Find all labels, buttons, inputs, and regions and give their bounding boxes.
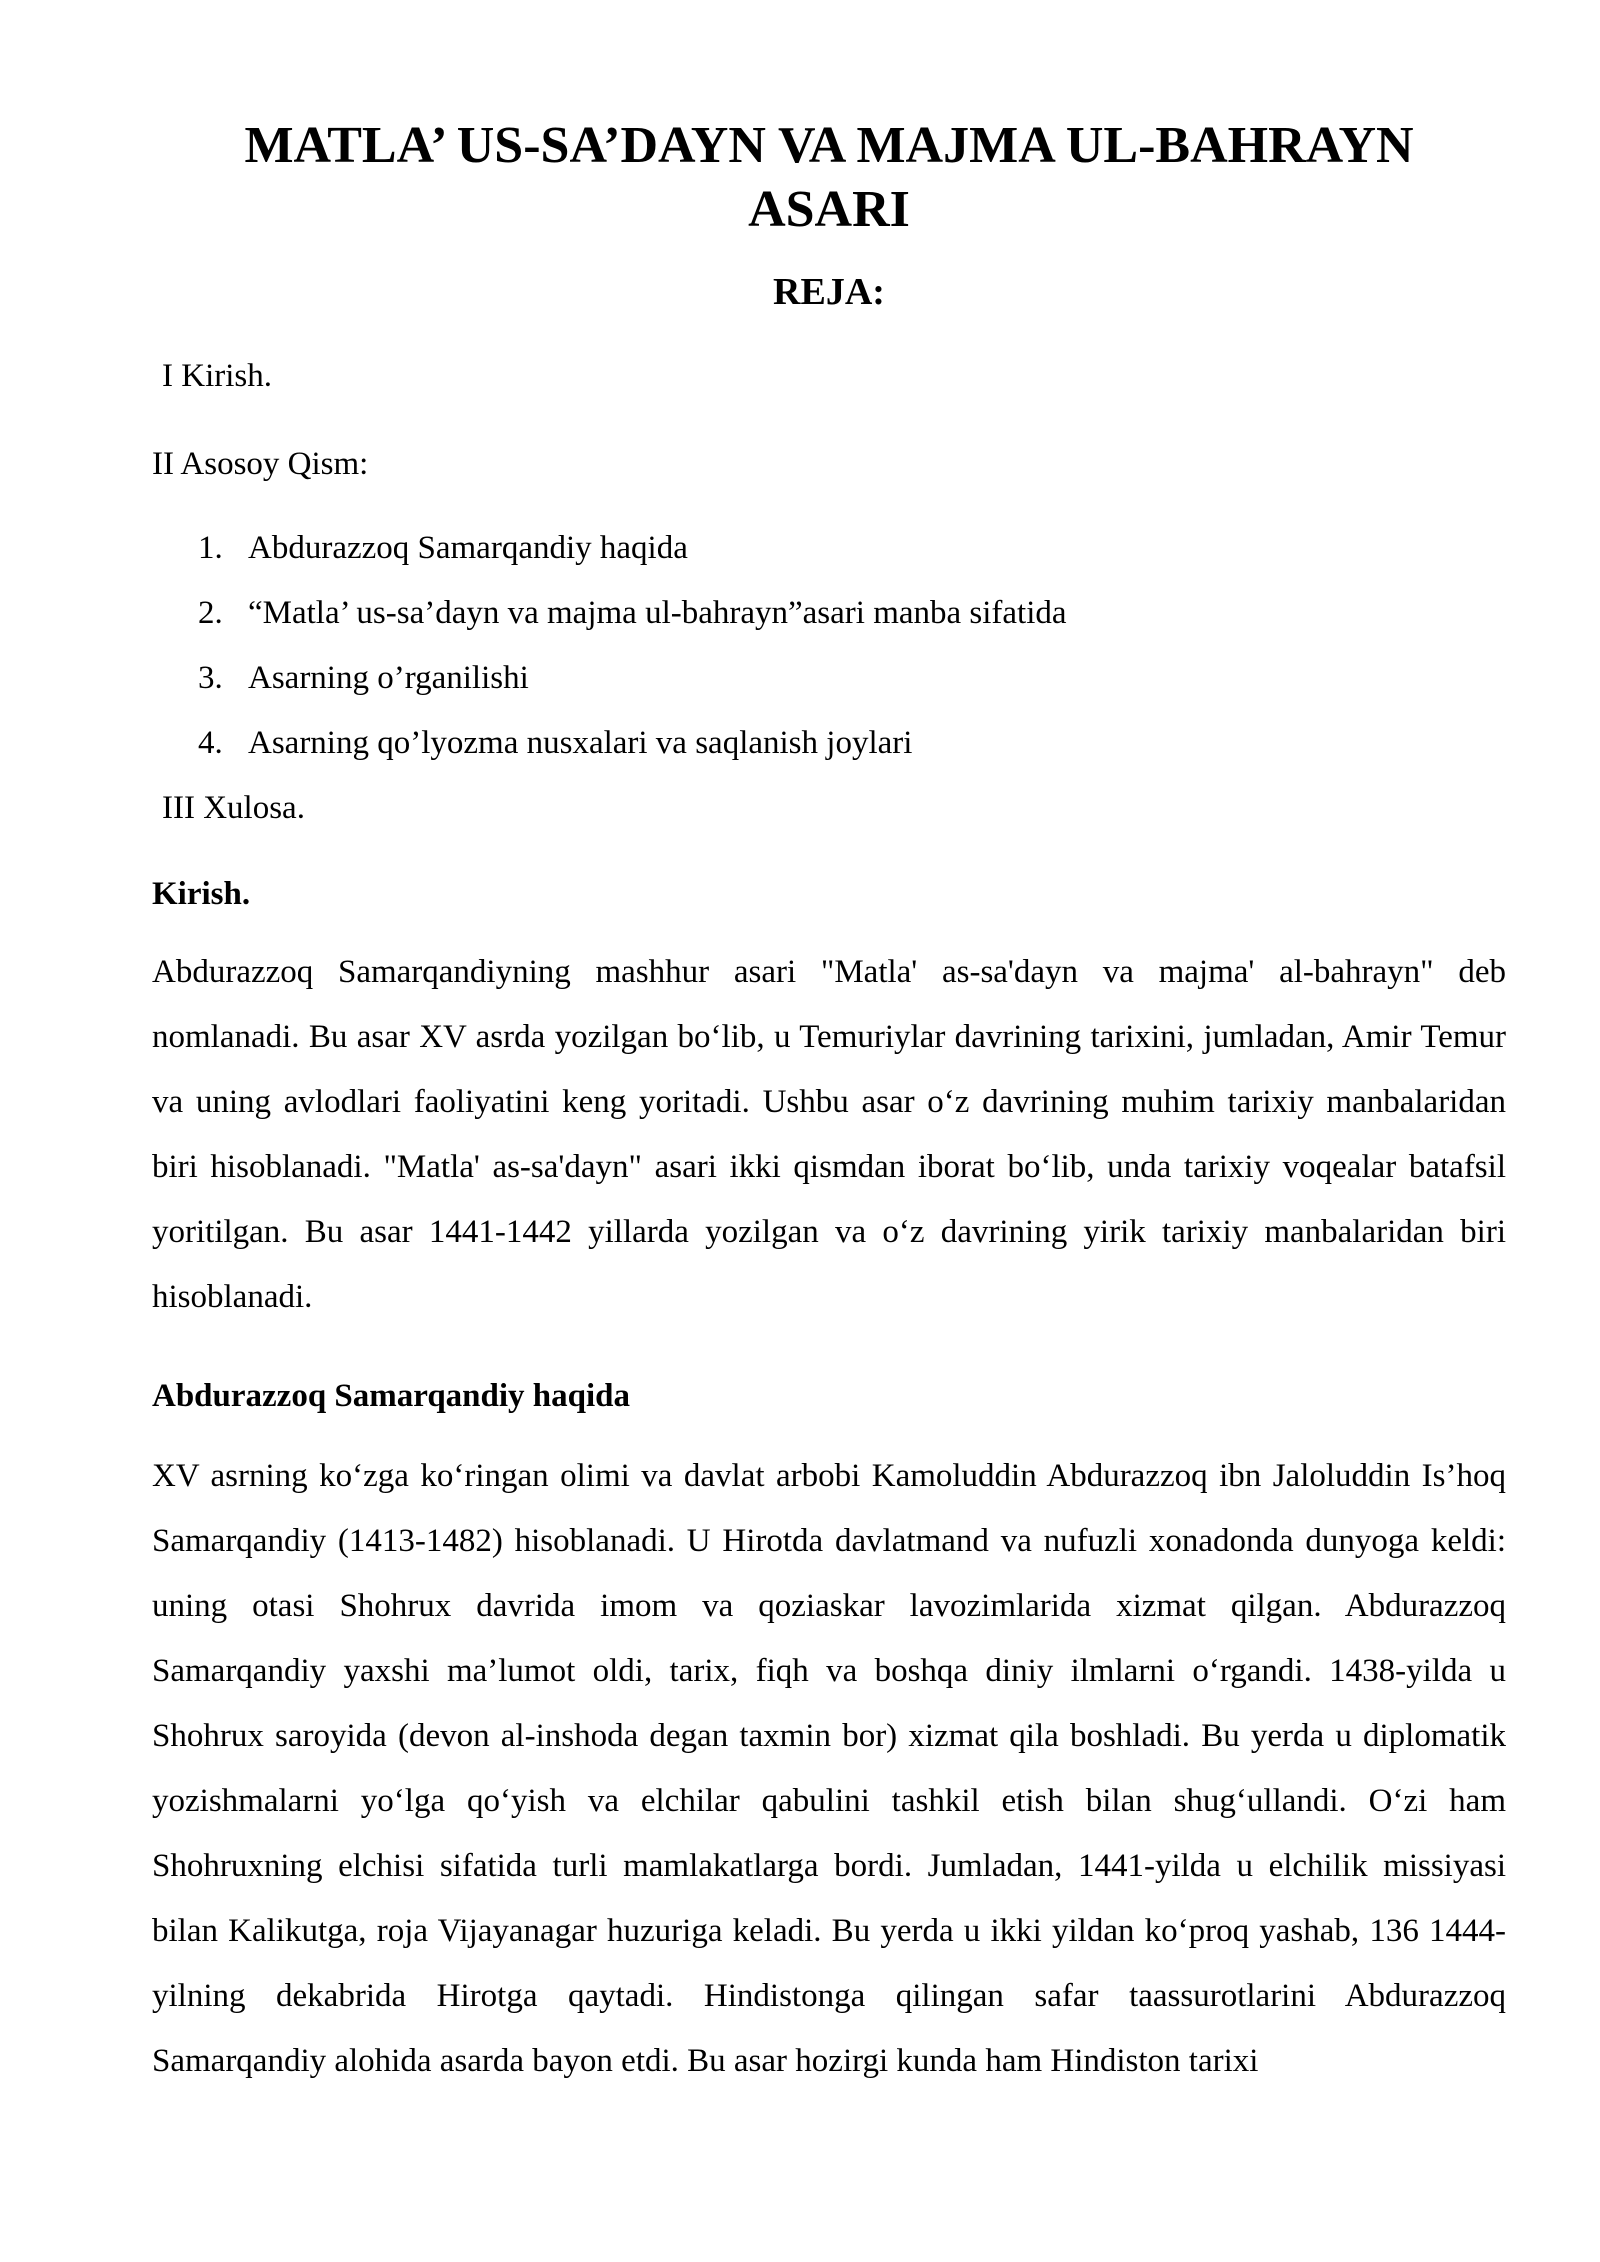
section-paragraph-kirish: Abdurazzoq Samarqandiyning mashhur asari "Matla' as-sa'dayn va majma' al-bahrayn" deb nomlanadi. Bu asar XV asrda yozilgan boʻlib, u Temuriylar davrining tarixini, jumladan, Amir Temur va uning avlodlari faoliyatini keng yoritadi. Ushbu asar oʻz davrining muhim tarixiy manbalaridan biri hisoblanadi. "Matla' as-sa'dayn" asari ikki qismdan iborat boʻlib, unda tarixiy voqealar batafsil yoritilgan. Bu asar 1441-1442 yillarda yozilgan va oʻz davrining yirik tarixiy manbalaridan biri hisoblanadi. xyxy=(152,954,1506,1315)
plan-item-text: Asarning qo’lyozma nusxalari va saqlanish joylari xyxy=(248,725,913,761)
plan-item-text: Asarning o’rganilishi xyxy=(248,660,529,696)
plan-item-text: Abdurazzoq Samarqandiy haqida xyxy=(248,530,688,566)
plan-item xyxy=(152,593,1506,658)
section-paragraph-author: XV asrning koʻzga koʻringan olimi va davlat arbobi Kamoluddin Abdurazzoq ibn Jaloluddin Is’hoq Samarqandiy (1413-1482) hisoblanadi. U Hirotda davlatmand va nufuzli xonadonda dunyoga keldi: uning otasi Shohrux davrida imom va qoziaskar lavozimlarida xizmat qilgan. Abdurazzoq Samarqandiy yaxshi ma’lumot oldi, tarix, fiqh va boshqa diniy ilmlarni oʻrgandi. 1438-yilda u Shohrux saroyida (devon al-inshoda degan taxmin bor) xizmat qila boshladi. Bu yerda u diplomatik yozishmalarni yoʻlga qoʻyish va elchilar qabulini tashkil etish bilan shugʻullandi. Oʻzi ham Shohruxning elchisi sifatida turli mamlakatlarga bordi. Jumladan, 1441-yilda u elchilik missiyasi bilan Kalikutga, roja Vijayanagar huzuriga keladi. Bu yerda u ikki yildan koʻproq yashab, 136 1444-yilning dekabrida Hirotga qaytadi. Hindistonga qilingan safar taassurotlarini Abdurazzoq Samarqandiy alohida asarda bayon etdi. Bu asar hozirgi kunda ham Hindiston tarixi xyxy=(152,1458,1506,2079)
plan-heading: REJA: xyxy=(773,271,885,313)
plan-item xyxy=(152,528,1506,593)
section-heading-author: Abdurazzoq Samarqandiy haqida xyxy=(152,1378,631,1414)
plan-intro: I Kirish. xyxy=(162,358,272,394)
plan-item xyxy=(152,723,1506,788)
plan-main: II Asosoy Qism: xyxy=(152,446,369,482)
plan-conclusion: III Xulosa. xyxy=(162,790,305,826)
document-page xyxy=(152,110,1506,2094)
title-line-1: MATLA’ US-SA’DAYN VA MAJMA UL-BAHRAYN xyxy=(244,117,1414,174)
plan-item-number: 3. xyxy=(198,660,223,696)
plan-item xyxy=(152,658,1506,723)
section-heading-kirish: Kirish. xyxy=(152,876,251,912)
document-title xyxy=(152,110,1506,242)
plan-item-number: 1. xyxy=(198,530,223,566)
plan-item-number: 4. xyxy=(198,725,223,761)
plan-item-number: 2. xyxy=(198,595,223,631)
plan-list xyxy=(152,528,1506,788)
title-line-2: ASARI xyxy=(748,181,910,238)
plan-item-text: “Matla’ us-sa’dayn va majma ul-bahrayn”asari manba sifatida xyxy=(248,595,1067,631)
